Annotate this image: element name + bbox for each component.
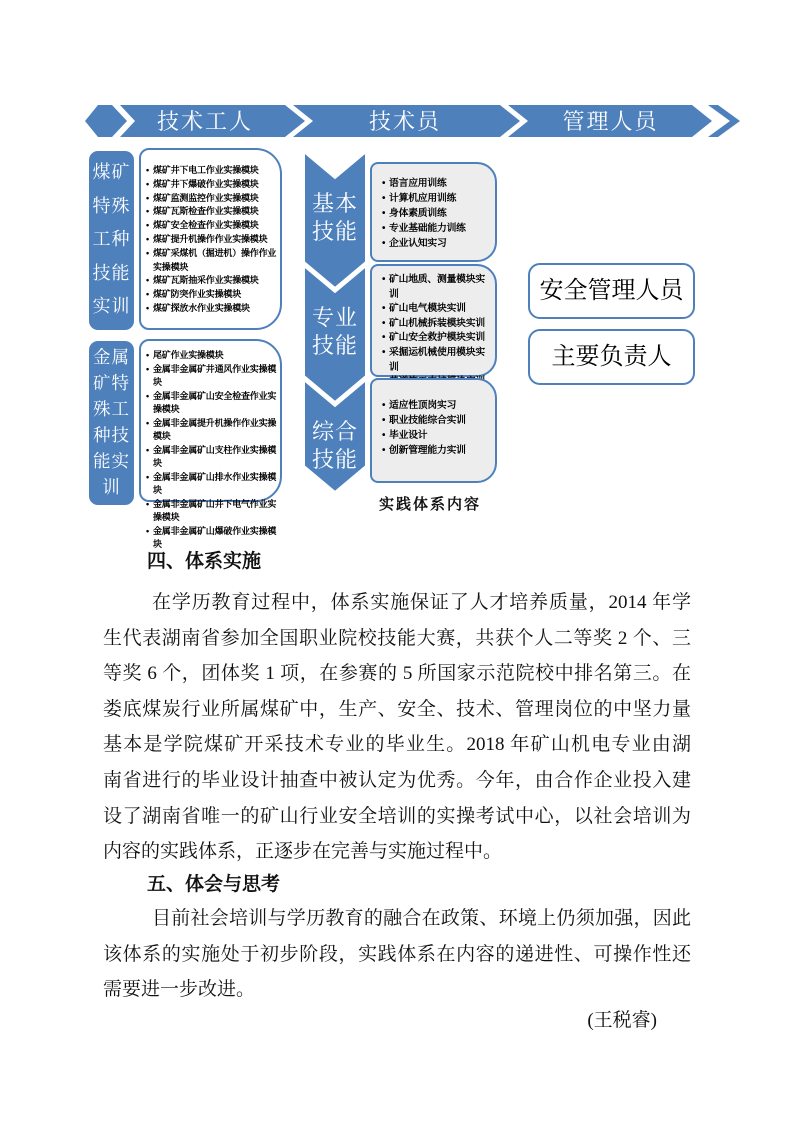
professional-skills-label [304, 304, 366, 360]
diagram-caption: 实践体系内容 [378, 497, 481, 513]
list-item: • 矿山机械拆装模块实训 [382, 317, 491, 332]
list-item: • 身体素质训练 [382, 206, 491, 221]
tab-row: 实训 [92, 296, 131, 316]
list-item: • 适应性顶岗实习 [382, 398, 491, 413]
list-item: • 金属非金属矿山安全检查作业实操模块 [146, 390, 278, 417]
list-item: • 专业基础能力训练 [382, 221, 491, 236]
text-line: 目前社会培训与学历教育的融合在政策、环境上仍须加强，因此 [152, 908, 691, 929]
list-item: • 矿山地质、测量模块实训 [382, 273, 491, 302]
list-item: • 煤矿瓦斯抽采作业实操模块 [146, 274, 278, 288]
text-line: 需要进一步改进。 [103, 979, 256, 1001]
list-item: • 毕业设计 [382, 428, 491, 443]
list-item: • 采掘运机械使用模块实训 [382, 346, 491, 375]
tab-row: 技能 [92, 262, 131, 283]
tab-row: 金属 [93, 347, 130, 367]
text-line: 南省进行的毕业设计抽查中被认定为优秀。今年，由合作企业投入建 [103, 769, 691, 791]
label-line: 基本 [311, 191, 358, 216]
list-item: • 煤矿监测监控作业实操模块 [146, 192, 278, 206]
list-item: • 语言应用训练 [382, 176, 491, 191]
section5-paragraph [103, 901, 691, 1008]
tab-row: 能实 [93, 451, 130, 471]
list-item: • 煤矿防突作业实操模块 [146, 288, 278, 302]
text-line: 该体系的实施处于初步阶段，实践体系在内容的递进性、可操作性还 [103, 943, 691, 965]
basic-skills-label [304, 190, 366, 246]
list-item: • 矿山安全救护模块实训 [382, 331, 491, 346]
tab-row: 特殊 [92, 195, 131, 216]
author-signature: (王税睿) [587, 1010, 657, 1031]
tab-row: 训 [102, 477, 121, 497]
list-item: • 矿山电气模块实训 [382, 302, 491, 317]
text-line: 在学历教育过程中，体系实施保证了人才培养质量，2014 年学 [152, 592, 691, 613]
list-item: • 煤矿提升机操作作业实操模块 [146, 233, 278, 247]
label-line: 技能 [311, 333, 358, 358]
list-item: • 金属非金属矿井通风作业实操模块 [146, 363, 278, 390]
coal-module-list [139, 148, 282, 330]
comprehensive-skills-box [370, 378, 497, 483]
tab-row: 工种 [92, 229, 131, 249]
section4-paragraph [103, 585, 691, 870]
tab-row: 种技 [93, 425, 130, 445]
tab-row: 殊工 [93, 399, 130, 419]
comprehensive-skills-label [304, 418, 366, 474]
banner-label-technician: 技术员 [368, 109, 441, 134]
list-item: • 金属非金属矿山排水作业实操模块 [146, 471, 278, 498]
text-line: 等奖 6 个，团体奖 1 项，在参赛的 5 所国家示范院校中排名第三。在 [103, 663, 691, 685]
banner-tail-left [85, 105, 127, 137]
basic-skills-box [370, 162, 497, 262]
list-item: • 创新管理能力实训 [382, 443, 491, 458]
text-line: 设了湖南省唯一的矿山行业安全培训的实操考试中心，以社会培训为 [103, 805, 691, 827]
safety-management-box: 安全管理人员 [528, 263, 695, 319]
tab-row: 煤矿 [92, 162, 131, 182]
label-line: 专业 [311, 305, 358, 330]
banner-arrow-tip [708, 105, 740, 137]
list-item: • 煤矿探放水作业实操模块 [146, 302, 278, 316]
label-line: 综合 [311, 419, 358, 444]
list-item: • 职业技能综合实训 [382, 413, 491, 428]
metal-module-list [139, 339, 282, 549]
list-item: • 计算机应用训练 [382, 191, 491, 206]
professional-skills-box [370, 264, 497, 377]
main-person-in-charge-box: 主要负责人 [528, 329, 695, 385]
list-item: • 尾矿作业实操模块 [146, 349, 278, 363]
metal-training-tab [89, 341, 134, 505]
text-line: 生代表湖南省参加全国职业院校技能大赛，共获个人二等奖 2 个、三 [103, 627, 691, 649]
text-line: 娄底煤炭行业所属煤矿中，生产、安全、技术、管理岗位的中坚力量 [103, 698, 691, 720]
banner-label-technical-worker: 技术工人 [156, 109, 253, 134]
text-line: 内容的实践体系，正逐步在完善与实施过程中。 [103, 841, 503, 863]
list-item: • 煤矿安全检查作业实操模块 [146, 219, 278, 233]
tab-row: 矿特 [93, 373, 130, 393]
banner-label-management: 管理人员 [562, 109, 659, 134]
label-line: 技能 [311, 447, 358, 472]
coal-training-tab [89, 151, 134, 330]
list-item: • 煤矿井下电工作业实操模块 [146, 164, 278, 178]
list-item: • 金属非金属提升机操作作业实操模块 [146, 417, 278, 444]
list-item: • 企业认知实习 [382, 236, 491, 251]
list-item: • 煤矿井下爆破作业实操模块 [146, 178, 278, 192]
list-item: • 煤矿瓦斯检查作业实操模块 [146, 205, 278, 219]
label-line: 技能 [311, 219, 358, 244]
section4-heading: 四、体系实施 [147, 551, 262, 572]
list-item: • 煤矿采煤机（掘进机）操作作业实操模块 [146, 247, 278, 275]
list-item: • 金属非金属矿山支柱作业实操模块 [146, 444, 278, 471]
text-line: 基本是学院煤矿开采技术专业的毕业生。2018 年矿山机电专业由湖 [103, 734, 691, 756]
list-item: • 金属非金属矿山井下电气作业实操模块 [146, 498, 278, 525]
section5-heading: 五、体会与思考 [147, 874, 281, 895]
list-item: • 金属非金属矿山爆破作业实操模块 [146, 525, 278, 552]
